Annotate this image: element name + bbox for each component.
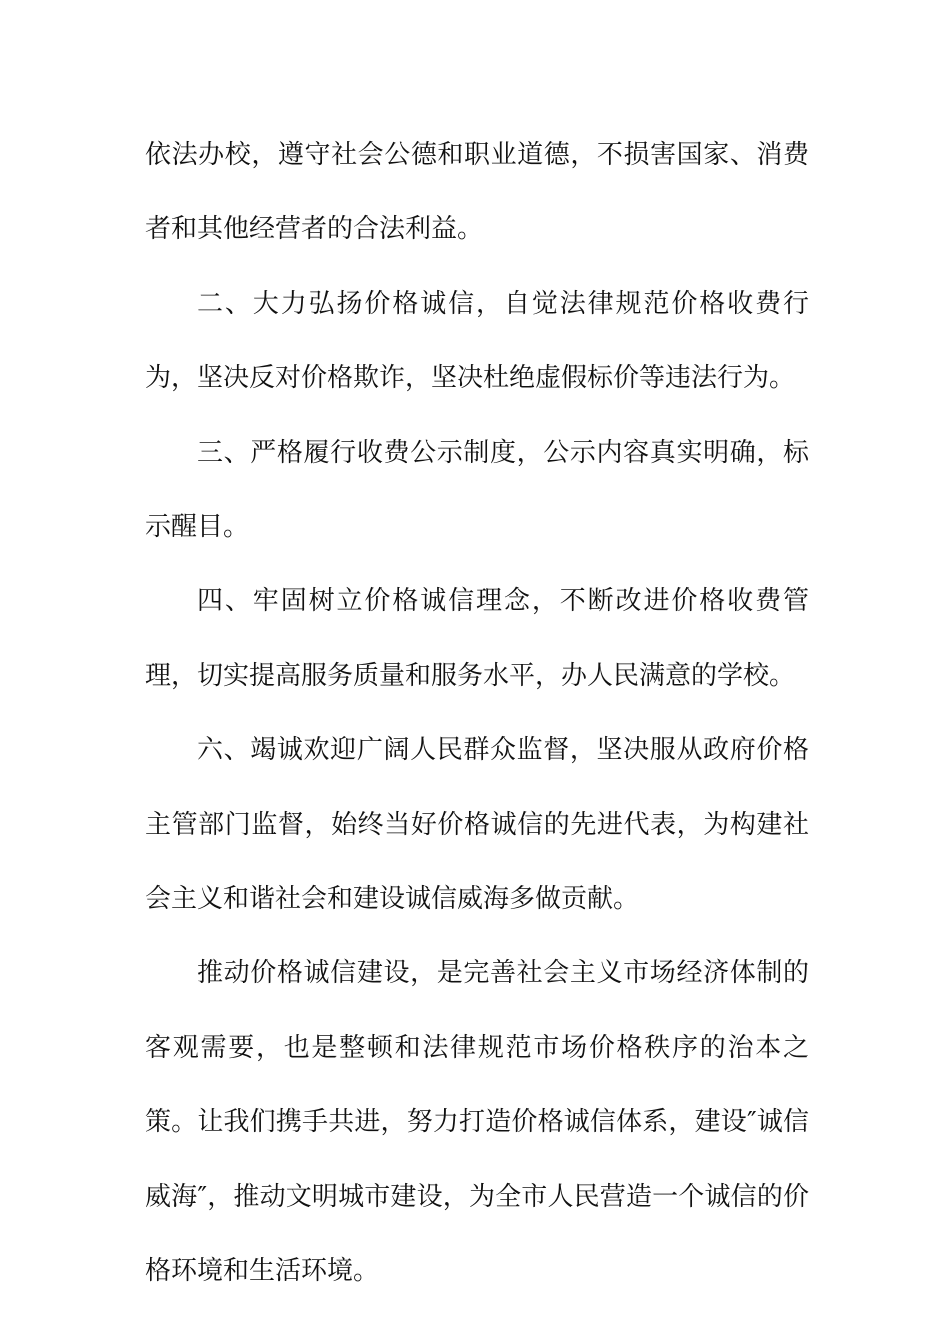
paragraph-closing: 推动价格诚信建设，是完善社会主义市场经济体制的客观需要，也是整顿和法律规范市场价格秩序的治本之策。让我们携手共进，努力打造价格诚信体系，建设″诚信威海″，推动文明城市建设，为全市人民营造一个诚信的价格环境和生活环境。 bbox=[145, 958, 809, 1287]
paragraph-continuation: 依法办校，遵守社会公德和职业道德，不损害国家、消费者和其他经营者的合法利益。 bbox=[145, 140, 809, 245]
paragraph-item-2: 二、大力弘扬价格诚信，自觉法律规范价格收费行为，坚决反对价格欺诈，坚决杜绝虚假标价等违法行为。 bbox=[145, 288, 809, 394]
paragraph-item-3: 三、严格履行收费公示制度，公示内容真实明确，标示醒目。 bbox=[145, 437, 809, 543]
document-body bbox=[145, 118, 809, 1309]
paragraph-item-6: 六、竭诚欢迎广阔人民群众监督，坚决服从政府价格主管部门监督，始终当好价格诚信的先进代表，为构建社会主义和谐社会和建设诚信威海多做贡献。 bbox=[145, 735, 809, 915]
paragraph-item-4: 四、牢固树立价格诚信理念，不断改进价格收费管理，切实提高服务质量和服务水平，办人民满意的学校。 bbox=[145, 586, 809, 691]
